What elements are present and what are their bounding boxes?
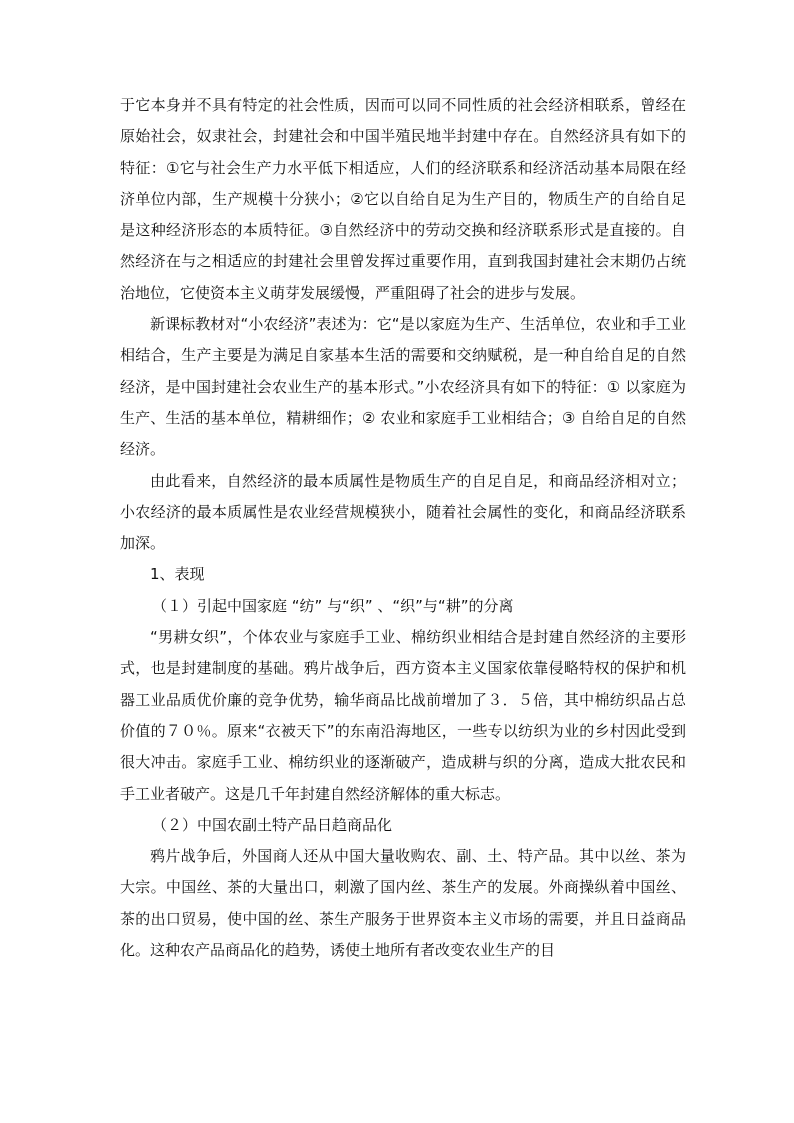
subheading-2: （２）中国农副土特产品日趋商品化 [152, 815, 393, 834]
paragraph-small-peasant-economy: 新课标教材对“小农经济”表述为：它“是以家庭为生产、生活单位，农业和手工业相结合，生产主要是为满足自家基本生活的需要和交纳赋税，是一种自给自足的自然经济，是中国封建社会农业生产的基本形式。”小农经济具有如下的特征：① 以家庭为生产、生活的基本单位，精耕细作；② 农业和家庭手工业相结合；③ 自给自足的自然经济。 [120, 315, 686, 459]
paragraph-natural-economy-features: 于它本身并不具有特定的社会性质，因而可以同不同性质的社会经济相联系，曾经在原始社会，奴隶社会，封建社会和中国半殖民地半封建中存在。自然经济具有如下的特征：①它与社会生产力水平低下相适应，人们的经济联系和经济活动基本局限在经济单位内部，生产规模十分狭小；②它以自给自足为生产目的，物质生产的自给自足是这种经济形态的本质特征。③自然经济中的劳动交换和经济联系形式是直接的。自然经济在与之相适应的封建社会里曾发挥过重要作用，直到我国封建社会末期仍占统治地位，它使资本主义萌芽发展缓慢，严重阻碍了社会的进步与发展。 [120, 96, 686, 302]
section-heading: 1、表现 [150, 565, 205, 584]
paragraph-comparison: 由此看来，自然经济的最本质属性是物质生产的自足自足，和商品经济相对立；小农经济的最本质属性是农业经营规模狭小，随着社会属性的变化，和商品经济联系加深。 [120, 471, 686, 553]
paragraph-men-farming-women-weaving: “男耕女织”，个体农业与家庭手工业、棉纺织业相结合是封建自然经济的主要形式，也是封建制度的基础。鸦片战争后，西方资本主义国家依靠侵略特权的保护和机器工业品质优价廉的竞争优势，输华商品比战前增加了３．５倍，其中棉纺织品占总价值的７０％。原来“衣被天下”的东南沿海地区，一些专以纺织为业的乡村因此受到很大冲击。家庭手工业、棉纺织业的逐渐破产，造成耕与织的分离，造成大批农民和手工业者破产。这是几千年封建自然经济解体的重大标志。 [120, 628, 686, 803]
document-body [120, 90, 686, 966]
subheading-1: （１）引起中国家庭 “纺” 与“织” 、“织”与“耕”的分离 [152, 596, 514, 615]
paragraph-commercialization: 鸦片战争后，外国商人还从中国大量收购农、副、土、特产品。其中以丝、茶为大宗。中国丝、茶的大量出口，刺激了国内丝、茶生产的发展。外商操纵着中国丝、茶的出口贸易，使中国的丝、茶生产服务于世界资本主义市场的需要，并且日益商品化。这种农产品商品化的趋势，诱使土地所有者改变农业生产的目 [120, 847, 686, 960]
